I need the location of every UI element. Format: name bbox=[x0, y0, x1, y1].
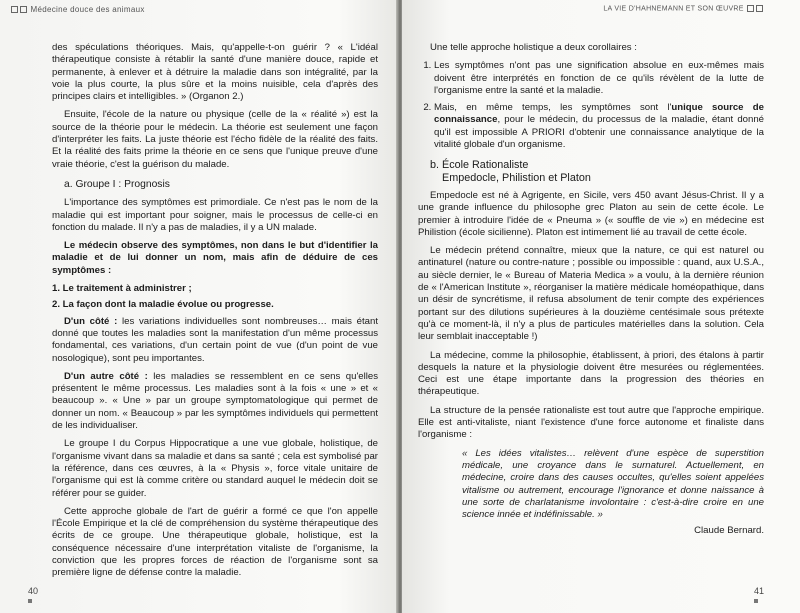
list-item-1: 1. Le traitement à administrer ; bbox=[52, 283, 192, 295]
corollary-list bbox=[418, 60, 764, 151]
square-marker-icon bbox=[28, 599, 32, 603]
left-paragraph-3: L'importance des symptômes est primordiale. Ce n'est pas le nom de la maladie qui est important pour soigner, mais le processus de celle-ci en fonction du malade. Il n'y a pas de maladies, il y a UN malade. bbox=[52, 197, 378, 233]
quote-attribution: Claude Bernard. bbox=[694, 525, 764, 537]
left-running-head-text: Médecine douce des animaux bbox=[30, 5, 145, 14]
right-paragraph-1: Une telle approche holistique a deux corollaires : bbox=[430, 42, 637, 53]
square-ornament-icon bbox=[747, 5, 754, 12]
paragraph-body: les maladies se ressemblent en ce sens qu'elles présentent le même processus. Les maladies sont à la fois « une » et « beaucoup ». « Une » par un groupe symptomatologique qui permet de donner un nom. « Beaucoup » par les symptômes individuels qui permettent de les individualiser. bbox=[52, 370, 379, 432]
paragraph-lead: D'un côté : bbox=[64, 315, 118, 327]
section-b-heading bbox=[418, 159, 764, 184]
block-quote: « Les idées vitalistes… relèvent d'une espèce de superstition médicale, une croyance dans le surnaturel. Actuellement, en médecine, croire dans des causes occultes, qu'elles soient appelées vitalisme ou autrement, encourage l'ignorance et donne naissance à une sorte de charlatanisme involontaire : c'est-à-dire croire en une science innée et indéfinissable. » bbox=[462, 447, 764, 521]
section-a-heading: a. Groupe I : Prognosis bbox=[64, 178, 170, 190]
left-paragraph-1: des spéculations théoriques. Mais, qu'appelle-t-on guérir ? « L'idéal thérapeutique consiste à rétablir la santé d'une manière douce, rapide et permanente, à enlever et à détruire la maladie dans son intégralité, par la voie la plus courte, la plus sûre et la moins nuisible, cela d'après des principes clairs et intelligibles. » (Organon 2.) bbox=[52, 42, 378, 103]
right-page bbox=[402, 0, 800, 613]
corollary-text: Mais, en même temps, les symptômes sont l' bbox=[434, 102, 672, 114]
right-paragraph-3: Le médecin prétend connaître, mieux que la nature, ce qui est naturel ou antinaturel (nature ou contre-nature ; possible ou impossible : quand, aux U.S.A., au siècle dernier, le « Bureau of Materia Medica » a voulu, à la dernière réunion de « l'American Institute », réorganiser la matière médicale homéopathique, dans un désir de syncrétisme, il refusa absolument de tenir compte des expériences portant sur des dilutions supérieures à la douzième centésimale sous prétexte qu'à ce moment-là, il n'y a plus de particules matérielles dans la solution. Cela leur semblait inacceptable !) bbox=[418, 245, 764, 343]
square-ornament-icon bbox=[11, 6, 18, 13]
right-text-column bbox=[418, 42, 764, 538]
square-ornament-icon bbox=[20, 6, 27, 13]
left-paragraph-2: Ensuite, l'école de la nature ou physique (celle de la « réalité ») est la source de la théorie pour le médecin. La théorie est seulement une façon d'interpréter les faits. La juste théorie est l'écho fidèle de la réalité des faits. Et la réalité des faits prime la théorie en ce sens que l'unique preuve d'une vraie théorie, c'est la guérison du malade. bbox=[52, 109, 378, 170]
square-marker-icon bbox=[754, 599, 758, 603]
left-paragraph-6 bbox=[52, 371, 378, 432]
paragraph-lead: D'un autre côté : bbox=[64, 370, 148, 382]
left-page-number-text: 40 bbox=[28, 586, 39, 596]
list-item-2: 2. La façon dont la maladie évolue ou progresse. bbox=[52, 299, 274, 311]
left-paragraph-5 bbox=[52, 316, 378, 365]
left-paragraph-4: Le médecin observe des symptômes, non dans le but d'identifier la maladie et de lui donner un nom, mais afin de déduire de ces symptômes : bbox=[52, 240, 378, 276]
left-running-head bbox=[10, 5, 145, 14]
corollary-emphasis: unique source de connaissance bbox=[434, 102, 764, 126]
right-running-head-text: LA VIE D'HAHNEMANN ET SON ŒUVRE bbox=[603, 5, 744, 13]
right-paragraph-5: La structure de la pensée rationaliste est tout autre que l'approche empirique. Elle est anti-vitaliste, niant l'existence d'une force autonome et finaliste dans l'organisme : bbox=[418, 404, 764, 441]
left-page-number bbox=[28, 586, 38, 603]
section-b-subtitle: Empedocle, Philistion et Platon bbox=[442, 171, 591, 184]
corollary-item-1: 1. Les symptômes n'ont pas une signification absolue en eux-mêmes mais doivent être interprétés en fonction de ce qu'ils révèlent de la lutte de l'organisme entre la santé et la maladie. bbox=[434, 60, 764, 97]
left-paragraph-7: Le groupe I du Corpus Hippocratique a une vue globale, holistique, de l'organisme vivant dans sa maladie et dans sa santé ; cela est symbolisé par la référence, dans ces œuvres, à la « Physis », force vitale unitaire de l'organisme qui est là comme critère ou standard auquel le médecin doit se référer pour se guider. bbox=[52, 438, 378, 499]
right-page-number-text: 41 bbox=[753, 586, 764, 596]
right-page-number bbox=[754, 586, 764, 603]
right-running-head bbox=[603, 5, 764, 12]
right-paragraph-4: La médecine, comme la philosophie, établissent, à priori, des étalons à partir desquels la nature et la physiologie doivent être mesurées ou réglementées. Ceci est une étape importante dans la progression des théories en thérapeutique. bbox=[418, 349, 764, 398]
right-paragraph-2: Empedocle est né à Agrigente, en Sicile, vers 450 avant Jésus-Christ. Il y a une grande influence du philosophe grec Platon au sein de cette école. Le premier à introduire l'idée de « Pneuma » (« souffle de vie ») en médecine est Philistion (école sicilienne). Platon est intimement lié au travail de cette école. bbox=[418, 189, 764, 238]
left-page bbox=[0, 0, 398, 613]
left-paragraph-8: Cette approche globale de l'art de guérir a formé ce que l'on appelle l'École Empirique et la clé de compréhension du système thérapeutique des écrits de ce groupe. Une thérapeutique globale, holistique, est la conséquence nécessaire d'une interprétation vitaliste de l'organisme, la conviction que les propres forces de réaction de l'organisme sont sa première ligne de défense contre la maladie. bbox=[52, 505, 378, 579]
paragraph-body: les variations individuelles sont nombreuses… mais étant donné que toutes les maladies sont la manifestation d'un même processus fondamental, ces variations, d'un certain point de vue (d'un point de vue nosologique), sont peu importantes. bbox=[52, 315, 378, 364]
corollary-text: , pour le médecin, du processus de la maladie, étant donné qu'il est impossible A PRIORI d'obtenir une connaissance analytique de la vitalité globale d'un organisme. bbox=[434, 114, 764, 151]
square-ornament-icon bbox=[756, 5, 763, 12]
left-text-column bbox=[52, 42, 378, 586]
section-b-title: b. École Rationaliste bbox=[430, 159, 529, 172]
corollary-item-2 bbox=[434, 102, 764, 151]
